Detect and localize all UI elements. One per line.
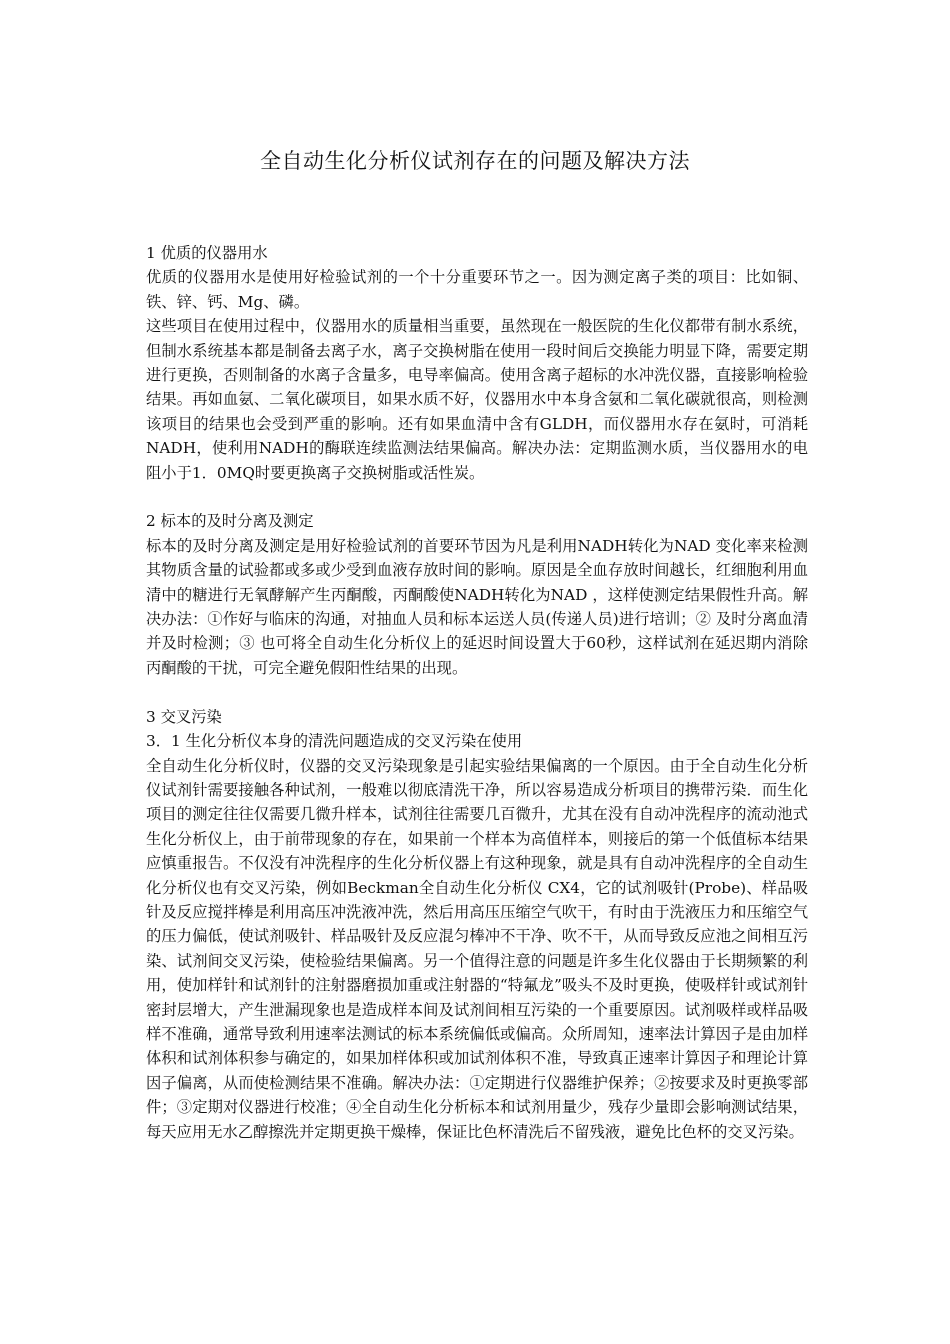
section-specimen: [146, 509, 808, 680]
subsection-heading: 3．1 生化分析仪本身的清洗问题造成的交叉污染在使用: [146, 732, 523, 751]
section-cross-contamination: [146, 705, 808, 1144]
section-heading: 2 标本的及时分离及测定: [146, 512, 314, 531]
section-spacer: [146, 680, 808, 704]
paragraph: 标本的及时分离及测定是用好检验试剂的首要环节因为凡是利用NADH转化为NAD 变化率来检测其物质含量的试验都或多或少受到血液存放时间的影响。原因是全血存放时间越长，红细胞利用血清中的糖进行无氧酵解产生丙酮酸，丙酮酸使NADH转化为NAD ，这样使测定结果假性升高。解决办法：①作好与临床的沟通，对抽血人员和标本运送人员(传递人员)进行培训；② 及时分离血清并及时检测；③ 也可将全自动生化分析仪上的延迟时间设置大于60秒，这样试剂在延迟期内消除丙酮酸的干扰，可完全避免假阳性结果的出现。: [146, 536, 808, 677]
paragraph: 优质的仪器用水是使用好检验试剂的一个十分重要环节之一。因为测定离子类的项目：比如铜、铁、锌、钙、Mg、磷。: [146, 268, 808, 311]
section-heading: 1 优质的仪器用水: [146, 244, 268, 262]
section-heading: 3 交叉污染: [146, 707, 222, 726]
document-body: [146, 241, 808, 1144]
section-water: [146, 241, 808, 485]
document-title: 全自动生化分析仪试剂存在的问题及解决方法: [260, 149, 690, 173]
paragraph: 全自动生化分析仪时，仪器的交叉污染现象是引起实验结果偏离的一个原因。由于全自动生化分析仪试剂针需要接触各种试剂，一般难以彻底清洗干净，所以容易造成分析项目的携带污染．而生化项目的测定往往仅需要几微升样本，试剂往往需要几百微升，尤其在没有自动冲洗程序的流动池式生化分析仪上，由于前带现象的存在，如果前一个样本为高值样本，则接后的第一个低值标本结果应慎重报告。不仅没有冲洗程序的生化分析仪器上有这种现象，就是具有自动冲洗程序的全自动生化分析仪也有交叉污染，例如Beckman全自动生化分析仪 CX4，它的试剂吸针(Probe)、样品吸针及反应搅拌棒是利用高压冲洗液冲洗，然后用高压压缩空气吹干，有时由于洗液压力和压缩空气的压力偏低，使试剂吸针、样品吸针及反应混匀棒冲不干净、吹不干，从而导致反应池之间相互污染、试剂间交叉污染，使检验结果偏离。另一个值得注意的问题是许多生化仪器由于长期频繁的利用，使加样针和试剂针的注射器磨损加重或注射器的“特氟龙”吸头不及时更换，使吸样针或试剂针密封层增大，产生泄漏现象也是造成样本间及试剂间相互污染的一个重要原因。试剂吸样或样品吸样不准确，通常导致利用速率法测试的标本系统偏低或偏高。众所周知，速率法计算因子是由加样体积和试剂体积参与确定的，如果加样体积或加试剂体积不准，导致真正速率计算因子和理论计算因子偏离，从而使检测结果不准确。解决办法：①定期进行仪器维护保养；②按要求及时更换零部件；③定期对仪器进行校准；④全自动生化分析标本和试剂用量少，残存少量即会影响测试结果，每天应用无水乙醇擦洗并定期更换干燥棒，保证比色杯清洗后不留残液，避免比色杯的交叉污染。: [146, 756, 808, 1141]
section-spacer: [146, 485, 808, 509]
paragraph: 这些项目在使用过程中，仪器用水的质量相当重要，虽然现在一般医院的生化仪都带有制水系统，但制水系统基本都是制备去离子水，离子交换树脂在使用一段时间后交换能力明显下降，需要定期进行更换，否则制备的水离子含量多，电导率偏高。使用含离子超标的水冲洗仪器，直接影响检验结果。再如血氨、二氧化碳项目，如果水质不好，仪器用水中本身含氨和二氧化碳就很高，则检测该项目的结果也会受到严重的影响。还有如果血清中含有GLDH，而仪器用水存在氨时，可消耗NADH，使利用NADH的酶联连续监测法结果偏高。解决办法：定期监测水质，当仪器用水的电阻小于1．0MQ时要更换离子交换树脂或活性炭。: [146, 317, 808, 482]
